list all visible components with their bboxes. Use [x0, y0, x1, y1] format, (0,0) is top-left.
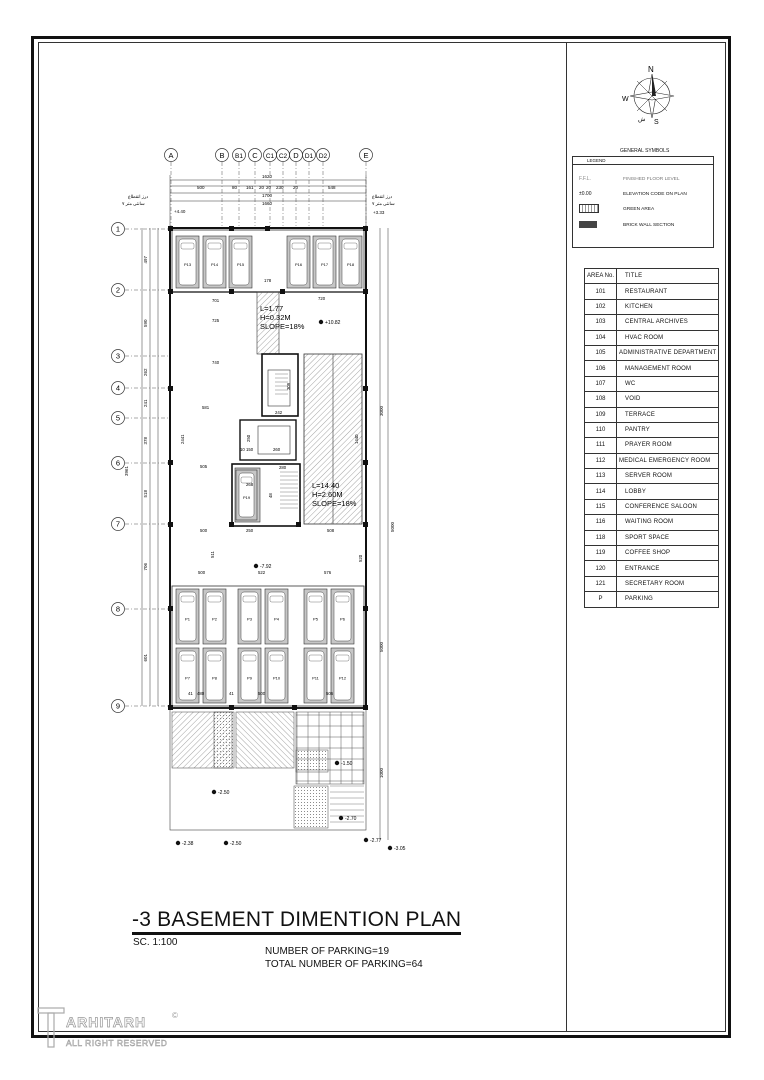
ramp1-height: H=0.32M [260, 313, 291, 322]
parking-stall [304, 648, 327, 703]
area-table-row [585, 330, 719, 345]
parking-stall [331, 589, 354, 644]
grid-row-label: 2 [115, 285, 121, 295]
left-dim: 518 [143, 489, 148, 498]
elev-e1: +10.82 [325, 320, 341, 326]
drawing-title: -3 BASEMENT DIMENTION PLAN [132, 908, 461, 935]
area-table-row [585, 561, 719, 576]
area-table-row [585, 407, 719, 422]
inner-dim-21: 41 [188, 691, 193, 696]
inner-dim-23: 41 [229, 691, 234, 696]
parking-label: P15 [236, 262, 245, 267]
note-left-2: ۷ سانتی متر [122, 201, 145, 206]
inner-dim-12: 511 [210, 551, 215, 558]
area-table-row [585, 345, 719, 360]
parking-label: P9 [247, 675, 252, 681]
grid-row-5 [112, 412, 169, 425]
grid-row-8 [112, 603, 169, 616]
area-no: 115 [585, 499, 617, 514]
dim-seg-3: 20 [259, 185, 265, 190]
parking-label: P13 [183, 262, 192, 267]
parking-label: P6 [340, 616, 345, 622]
legend-symbol-ffl: F.F.L. [579, 176, 591, 182]
inner-dim-22: 500 [258, 691, 266, 696]
area-no: 110 [585, 422, 617, 437]
grid-row-label: 5 [115, 413, 121, 423]
area-title: KITCHEN [617, 299, 719, 314]
inner-dim-30: 48 [268, 493, 273, 498]
area-table-row [585, 299, 719, 314]
area-title: TERRACE [617, 407, 719, 422]
ramp2-length: L=14.40 [312, 481, 340, 490]
total-parking-count: TOTAL NUMBER OF PARKING=64 [265, 959, 423, 970]
grid-column-label: C1 [265, 153, 275, 160]
dim-overall-b: 1700 [262, 193, 273, 198]
area-no: 109 [585, 407, 617, 422]
dim-seg-2: 161 [246, 185, 254, 190]
ramp2-height: H=2.60M [312, 490, 343, 499]
grid-column-b [216, 149, 229, 227]
inner-dim-7: 505 [200, 464, 208, 469]
drawing-scale: SC. 1:100 [133, 937, 178, 948]
inner-dim-6: 242 [275, 410, 283, 415]
grid-row-7 [112, 518, 169, 531]
dim-seg-7: 548 [328, 185, 336, 190]
ramp1-slope: SLOPE=18% [260, 322, 305, 331]
inner-dim-20: 480 [197, 691, 205, 696]
grid-row-3 [112, 350, 169, 363]
left-dim: 497 [143, 255, 148, 264]
area-no: 104 [585, 330, 617, 345]
grid-column-label: B [219, 151, 225, 160]
parking-stall [176, 589, 199, 644]
area-no: 111 [585, 438, 617, 453]
elev-e3: -1.50 [341, 761, 353, 767]
parking-stall [229, 236, 252, 288]
area-table-row [585, 484, 719, 499]
grid-column-label: D [293, 151, 299, 160]
area-no: 106 [585, 361, 617, 376]
compass-s: S [654, 119, 659, 126]
parking-label: P4 [274, 616, 279, 622]
parking-label: P10 [272, 675, 281, 681]
grid-row-label: 7 [115, 519, 121, 529]
area-no: 103 [585, 315, 617, 330]
inner-dim-0: 701 [212, 298, 220, 303]
area-title: PARKING [617, 592, 719, 607]
elev-right: +3.33 [373, 210, 385, 215]
logo-copyright: © [172, 1011, 178, 1020]
note-right: درز انقطاع [372, 194, 393, 199]
compass-n: N [648, 65, 654, 74]
parking-stall [203, 236, 226, 288]
inner-dim-3: 178 [264, 278, 272, 283]
area-title: CENTRAL ARCHIVES [617, 315, 719, 330]
area-title: MEDICAL EMERGENCY ROOM [617, 453, 719, 468]
legend-row-ffl [579, 173, 711, 185]
area-no: 116 [585, 515, 617, 530]
legend-text-green: GREEN AREA [623, 206, 655, 212]
legend-text-ffl: FINISHED FLOOR LEVEL [623, 176, 680, 182]
note-right-2: ۷ سانتی متر [372, 201, 395, 206]
inner-dim-14: 522 [258, 570, 266, 575]
inner-dim-10: 250 [246, 528, 254, 533]
dim-right-top: 3000 [379, 405, 384, 416]
parking-label: P8 [212, 675, 217, 681]
inner-dim-17: 2441 [180, 434, 185, 444]
inner-dim-11: 508 [327, 528, 335, 533]
area-no: 107 [585, 376, 617, 391]
logo-rights: ALL RIGHT RESERVED [66, 1038, 168, 1048]
left-dim: 706 [143, 562, 148, 571]
arhitarh-logo [36, 1006, 186, 1050]
dim-seg-4: 20 [266, 185, 272, 190]
grid-row-label: 1 [115, 224, 121, 234]
grid-row-9 [112, 700, 169, 713]
grid-column-label: C [252, 151, 258, 160]
area-title: PRAYER ROOM [617, 438, 719, 453]
parking-label: P11 [312, 675, 319, 681]
grid-row-1 [112, 223, 169, 236]
area-table [584, 268, 719, 608]
logo-mark-icon [36, 1006, 66, 1050]
area-table-row [585, 592, 719, 607]
parking-label: P2 [212, 616, 217, 622]
parking-stall [265, 589, 288, 644]
left-dimension-labels [143, 255, 148, 661]
area-title: WAITING ROOM [617, 515, 719, 530]
inner-dim-1: 720 [318, 296, 326, 301]
area-table-row [585, 392, 719, 407]
elev-e4: -2.50 [218, 790, 230, 796]
parking-count: NUMBER OF PARKING=19 [265, 946, 390, 957]
grid-row-label: 4 [115, 383, 121, 393]
area-no: 114 [585, 484, 617, 499]
parking-stall [339, 236, 362, 288]
compass-w: W [622, 96, 629, 103]
compass-e: ش [638, 117, 646, 123]
left-dim: 262 [143, 368, 148, 376]
grid-column-label: A [168, 151, 174, 160]
parking-label: P17 [320, 262, 329, 267]
area-no: 118 [585, 530, 617, 545]
parking-label: P1 [185, 616, 190, 622]
ramp1-length: L=1.77 [260, 304, 284, 313]
elev-left: +4.40 [174, 209, 186, 214]
legend-row-green [579, 203, 711, 215]
area-title: LOBBY [617, 484, 719, 499]
area-table-row [585, 576, 719, 591]
inner-dim-13: 500 [198, 570, 206, 575]
grid-column-d1 [303, 149, 316, 227]
left-dim: 378 [143, 436, 148, 445]
left-dim: 241 [143, 399, 148, 407]
left-dim: 590 [143, 319, 148, 327]
parking-label: P14 [210, 262, 219, 267]
logo-name: ARHITARH [66, 1014, 147, 1030]
ramp2-slope: SLOPE=18% [312, 499, 357, 508]
area-title: HVAC ROOM [617, 330, 719, 345]
inner-dim-2: 725 [212, 318, 220, 323]
area-no: 108 [585, 392, 617, 407]
area-title: SPORT SPACE [617, 530, 719, 545]
inner-dim-15: 576 [324, 570, 332, 575]
area-title: CONFERENCE SALOON [617, 499, 719, 514]
grid-column-label: B1 [235, 153, 243, 160]
area-table-row [585, 469, 719, 484]
elev-e2: -7.92 [260, 564, 272, 570]
inner-dim-26: 260 [273, 447, 281, 452]
area-header-title: TITLE [617, 269, 719, 284]
grid-column-label: C2 [278, 153, 288, 160]
dim-overall-a: 1620 [262, 174, 273, 179]
grid-column-label: D1 [304, 153, 314, 160]
elev-e6: -2.38 [182, 841, 194, 847]
area-no: 102 [585, 299, 617, 314]
parking-label: P5 [313, 616, 318, 622]
grid-row-markers [112, 223, 169, 713]
left-dim: 601 [143, 653, 148, 662]
grid-column-label: E [363, 151, 369, 160]
elev-e8: -2.77 [370, 838, 382, 844]
legend-text-elevation: ELEVATION CODE ON PLAN [623, 191, 687, 197]
parking-stall [176, 236, 199, 288]
area-table-row [585, 376, 719, 391]
right-dimension-lines [380, 228, 388, 840]
dim-right-mid: 5000 [390, 521, 395, 532]
inner-dim-19: 250 [246, 434, 251, 442]
general-symbols-heading: GENERAL SYMBOLS [620, 148, 670, 154]
parking-label: P12 [338, 675, 347, 681]
area-title: VOID [617, 392, 719, 407]
elev-e5: -2.70 [345, 816, 357, 822]
inner-dim-18: 1440 [354, 434, 359, 444]
parking-stall [203, 648, 226, 703]
inner-dim-25: 150 [246, 447, 254, 452]
dim-seg-6: 20 [293, 185, 299, 190]
grid-row-label: 3 [115, 351, 121, 361]
area-table-row [585, 515, 719, 530]
area-title: ADMINISTRATIVE DEPARTMENT [617, 345, 719, 360]
note-left: درز انقطاع [128, 194, 149, 199]
area-no: 105 [585, 345, 617, 360]
dim-right-lower: 1000 [379, 767, 384, 778]
grid-row-6 [112, 457, 169, 470]
parking-label: P18 [346, 262, 355, 267]
legend-symbol-elevation: ±0.00 [579, 191, 592, 197]
inner-dim-29: 309 [286, 382, 291, 390]
area-no: 121 [585, 576, 617, 591]
area-header-no: AREA No. [585, 269, 617, 284]
parking-stall [203, 589, 226, 644]
dim-seg-5: 230 [276, 185, 284, 190]
area-title: WC [617, 376, 719, 391]
area-no: P [585, 592, 617, 607]
area-title: MANAGEMENT ROOM [617, 361, 719, 376]
grid-row-label: 8 [115, 604, 121, 614]
legend-box [572, 156, 714, 248]
inner-dim-27: 10 [240, 447, 245, 452]
parking-stall [238, 589, 261, 644]
area-table-row [585, 284, 719, 299]
legend-row-brick [579, 219, 711, 231]
parking-label: P16 [294, 262, 303, 267]
grid-row-4 [112, 382, 169, 395]
area-table-row [585, 422, 719, 437]
parking-stall [331, 648, 354, 703]
area-title: ENTRANCE [617, 561, 719, 576]
legend-label: LEGEND [587, 158, 606, 163]
area-no: 112 [585, 453, 617, 468]
green-area-swatch-icon [579, 204, 599, 213]
parking-label: P3 [247, 616, 252, 622]
right-dimension-labels [379, 405, 395, 778]
dim-right-bot: 5000 [379, 641, 384, 652]
area-no: 120 [585, 561, 617, 576]
inner-dim-9: 500 [200, 528, 208, 533]
area-title: SERVER ROOM [617, 469, 719, 484]
inner-dim-4: 740 [212, 360, 220, 365]
dim-seg-1: 80 [232, 185, 238, 190]
left-dimension-lines [142, 228, 158, 706]
parking-stall [236, 470, 257, 520]
area-no: 113 [585, 469, 617, 484]
grid-row-2 [112, 284, 169, 297]
grid-row-label: 6 [115, 458, 121, 468]
area-table-row [585, 361, 719, 376]
parking-stall [313, 236, 336, 288]
area-table-header [585, 269, 719, 284]
area-title: COFFEE SHOP [617, 546, 719, 561]
area-table-row [585, 530, 719, 545]
area-title: PANTRY [617, 422, 719, 437]
brick-wall-swatch-icon [579, 221, 597, 228]
grid-column-a [165, 149, 178, 227]
grid-row-label: 9 [115, 701, 121, 711]
inner-dim-16: 520 [358, 554, 363, 562]
left-total: 3961 [124, 465, 129, 476]
inner-dim-8: 268 [246, 482, 254, 487]
dim-overall-c: 1660 [262, 201, 273, 206]
inner-dim-28: 280 [279, 465, 287, 470]
area-title: RESTAURANT [617, 284, 719, 299]
parking-stall [287, 236, 310, 288]
parking-stall [304, 589, 327, 644]
area-no: 101 [585, 284, 617, 299]
inner-dim-24: 506 [326, 691, 334, 696]
area-table-row [585, 453, 719, 468]
area-table-row [585, 546, 719, 561]
parking-label: P19 [242, 495, 251, 500]
elev-e7: -2.50 [230, 841, 242, 847]
area-table-row [585, 499, 719, 514]
area-no: 119 [585, 546, 617, 561]
elev-e9: -3.05 [394, 846, 406, 852]
compass-rose [622, 65, 674, 126]
grid-column-label: D2 [318, 153, 328, 160]
legend-row-elevation [579, 188, 711, 200]
dim-seg-0: 500 [197, 185, 205, 190]
area-title: SECRETARY ROOM [617, 576, 719, 591]
legend-text-brick: BRICK WALL SECTION [623, 222, 675, 228]
area-table-row [585, 315, 719, 330]
inner-dim-5: 581 [202, 405, 210, 410]
area-table-row [585, 438, 719, 453]
parking-stall [265, 648, 288, 703]
parking-label: P7 [185, 675, 190, 681]
